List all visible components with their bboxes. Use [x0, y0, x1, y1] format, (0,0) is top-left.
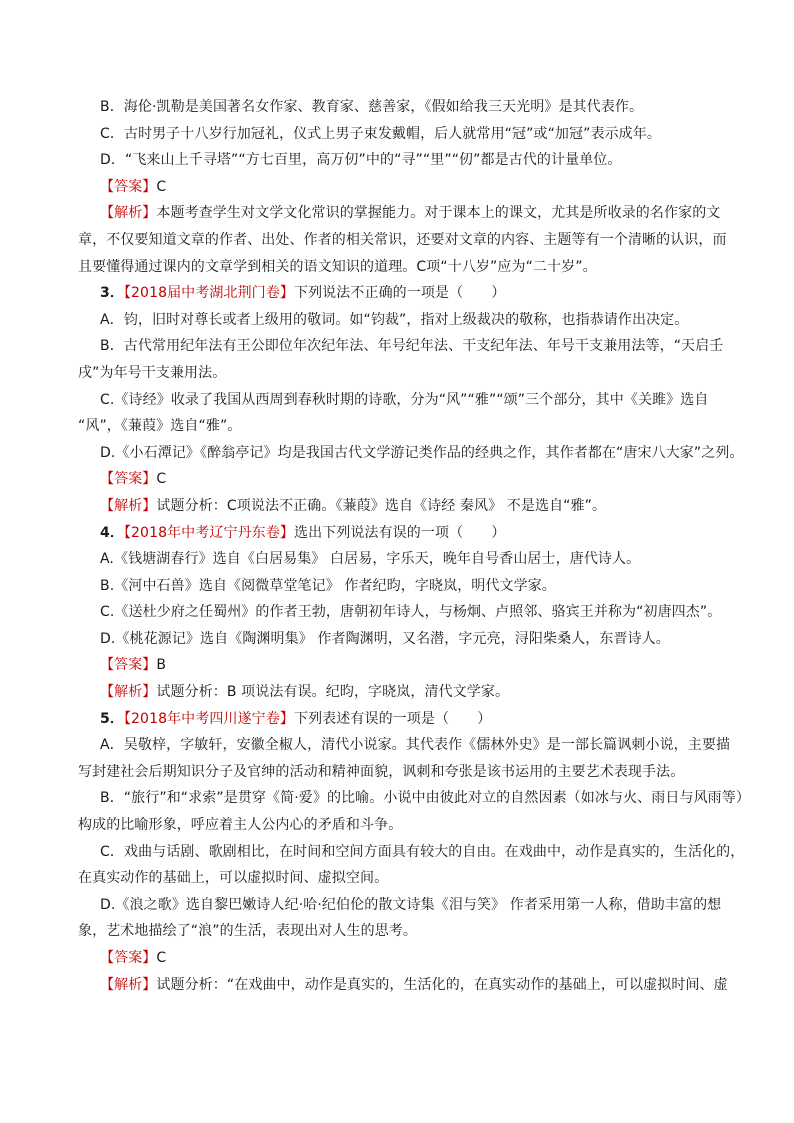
- continuation-line: [78, 413, 728, 440]
- answer-label: 【答案】: [100, 471, 157, 488]
- question-source: 【2018年中考辽宁丹东卷】: [123, 524, 294, 541]
- option-text: A．吴敬梓，字敏轩，安徽全椒人，清代小说家。其代表作《儒林外史》是一部长篇讽刺小说，主要描: [100, 737, 731, 754]
- question-number: 4．: [100, 524, 124, 541]
- continuation-line: [78, 865, 728, 892]
- option-text: A.《钱塘湖春行》选自《白居易集》 白居易，字乐天，晚年自号香山居士，唐代诗人。: [100, 551, 641, 568]
- option-line: [78, 573, 728, 600]
- answer-line: [78, 652, 728, 679]
- continuation-text: 在真实动作的基础上，可以虚拟时间、虚拟空间。: [78, 870, 389, 887]
- answer-value: B: [156, 657, 167, 674]
- option-text: B.《河中石兽》选自《阅微草堂笔记》 作者纪昀，字晓岚，明代文学家。: [100, 577, 556, 594]
- analysis-text: 试题分析：C项说法不正确。《蒹葭》选自《诗经 秦风》 不是选自“雅”。: [156, 497, 607, 514]
- analysis-line: [78, 679, 728, 706]
- analysis-text: 试题分析：“在戏曲中，动作是真实的，生活化的，在真实动作的基础上，可以虚拟时间、虚: [156, 976, 728, 993]
- continuation-text: 戌”为年号干支兼用法。: [78, 364, 227, 381]
- answer-value: C: [156, 178, 167, 195]
- analysis-line: [78, 972, 728, 999]
- option-line: [78, 599, 728, 626]
- question-source: 【2018届中考湖北荆门卷】: [123, 285, 294, 302]
- option-text: D.《小石潭记》《醉翁亭记》均是我国古代文学游记类作品的经典之作，其作者都在“唐宋八大家”之列。: [100, 444, 744, 461]
- answer-value: C: [156, 471, 167, 488]
- question-text: 选出下列说法有误的一项（ ）: [293, 524, 506, 541]
- continuation-text: 章，不仅要知道文章的作者、出处、作者的相关常识，还要对文章的内容、主题等有一个清晰的认识，而: [78, 231, 727, 248]
- question-line: [78, 706, 728, 733]
- answer-line: [78, 174, 728, 201]
- option-text: B．“旅行”和“求索”是贯穿《简·爱》的比喻。小说中由彼此对立的自然因素（如冰与火、雨日与风雨等）: [100, 790, 750, 807]
- continuation-line: [78, 759, 728, 786]
- continuation-text: 写封建社会后期知识分子及官绅的活动和精神面貌，讽刺和夸张是该书运用的主要艺术表现手法。: [78, 763, 685, 780]
- option-text: B．海伦·凯勒是美国著名女作家、教育家、慈善家，《假如给我三天光明》是其代表作。: [100, 99, 644, 115]
- option-text: D.《桃花源记》选自《陶渊明集》 作者陶渊明，又名潜，字元亮，浔阳柴桑人，东晋诗人。: [100, 630, 670, 647]
- analysis-line: [78, 200, 728, 227]
- analysis-text: 试题分析：B 项说法有误。纪昀，字晓岚，清代文学家。: [156, 684, 510, 701]
- option-text: D.《浪之歌》选自黎巴嫩诗人纪·哈·纪伯伦的散文诗集《泪与笑》 作者采用第一人称，借助丰富的想: [100, 896, 722, 913]
- option-line: [78, 839, 745, 866]
- question-number: 3．: [100, 285, 124, 302]
- analysis-label: 【解析】: [100, 205, 157, 222]
- analysis-label: 【解析】: [100, 684, 157, 701]
- option-text: C.《诗经》收录了我国从西周到春秋时期的诗歌，分为“风”“雅”“颂”三个部分，其中《关雎》选自: [100, 391, 709, 408]
- answer-value: C: [156, 950, 167, 966]
- question-source: 【2018年中考四川遂宁卷】: [123, 710, 294, 727]
- answer-line: [78, 945, 728, 972]
- option-line: [78, 892, 728, 919]
- question-text: 下列说法不正确的一项是（ ）: [293, 285, 506, 302]
- option-line: [78, 626, 728, 653]
- question-line: [78, 280, 728, 307]
- document-body: [78, 94, 750, 998]
- continuation-line: [78, 360, 728, 387]
- analysis-line: [78, 493, 728, 520]
- continuation-line: [78, 812, 728, 839]
- option-text: C．戏曲与话剧、歌剧相比，在时间和空间方面具有较大的自由。在戏曲中，动作是真实的，生活化的，: [100, 843, 745, 860]
- option-line: [78, 732, 731, 759]
- option-text: C．古时男子十八岁行加冠礼，仪式上男子束发戴帽，后人就常用“冠”或“加冠”表示成年。: [100, 125, 661, 142]
- option-line: [78, 785, 750, 812]
- continuation-text: 且要懂得通过课内的文章学到相关的语文知识的道理。C项“十八岁”应为“二十岁”。: [78, 258, 597, 275]
- option-text: A．钧，旧时对尊长或者上级用的敬词。如“钧裁”，指对上级裁决的敬称，也指恭请作出决定。: [100, 311, 689, 328]
- continuation-line: [78, 918, 728, 945]
- option-text: B．古代常用纪年法有王公即位年次纪年法、年号纪年法、干支纪年法、年号干支兼用法等，“天启壬: [100, 338, 724, 355]
- option-line: [78, 440, 744, 467]
- continuation-text: “风”，《蒹葭》选自“雅”。: [78, 418, 242, 435]
- option-text: C.《送杜少府之任蜀州》的作者王勃，唐朝初年诗人，与杨炯、卢照邻、骆宾王并称为“初唐四杰”。: [100, 604, 722, 621]
- option-line: [78, 387, 728, 414]
- analysis-label: 【解析】: [100, 497, 157, 514]
- analysis-label: 【解析】: [100, 976, 157, 993]
- continuation-text: 象，艺术地描绘了“浪”的生活，表现出对人生的思考。: [78, 923, 418, 940]
- continuation-text: 构成的比喻形象，呼应着主人公内心的矛盾和斗争。: [78, 817, 403, 834]
- question-number: 5．: [100, 710, 124, 727]
- question-text: 下列表述有误的一项是（ ）: [293, 710, 492, 727]
- answer-label: 【答案】: [100, 657, 157, 674]
- option-line: [78, 307, 728, 334]
- answer-label: 【答案】: [100, 950, 157, 966]
- option-line: [78, 121, 728, 148]
- analysis-text: 本题考查学生对文学文化常识的掌握能力。对于课本上的课文，尤其是所收录的名作家的文: [156, 205, 721, 222]
- option-line: [78, 333, 728, 360]
- continuation-line: [78, 254, 728, 281]
- continuation-line: [78, 227, 728, 254]
- answer-label: 【答案】: [100, 178, 157, 195]
- option-line: [78, 94, 728, 121]
- option-line: [78, 546, 728, 573]
- answer-line: [78, 466, 728, 493]
- option-text: D．“飞来山上千寻塔”“方七百里，高万仞”中的“寻”“里”“仞”都是古代的计量单位。: [100, 152, 622, 169]
- question-line: [78, 520, 728, 547]
- option-line: [78, 147, 728, 174]
